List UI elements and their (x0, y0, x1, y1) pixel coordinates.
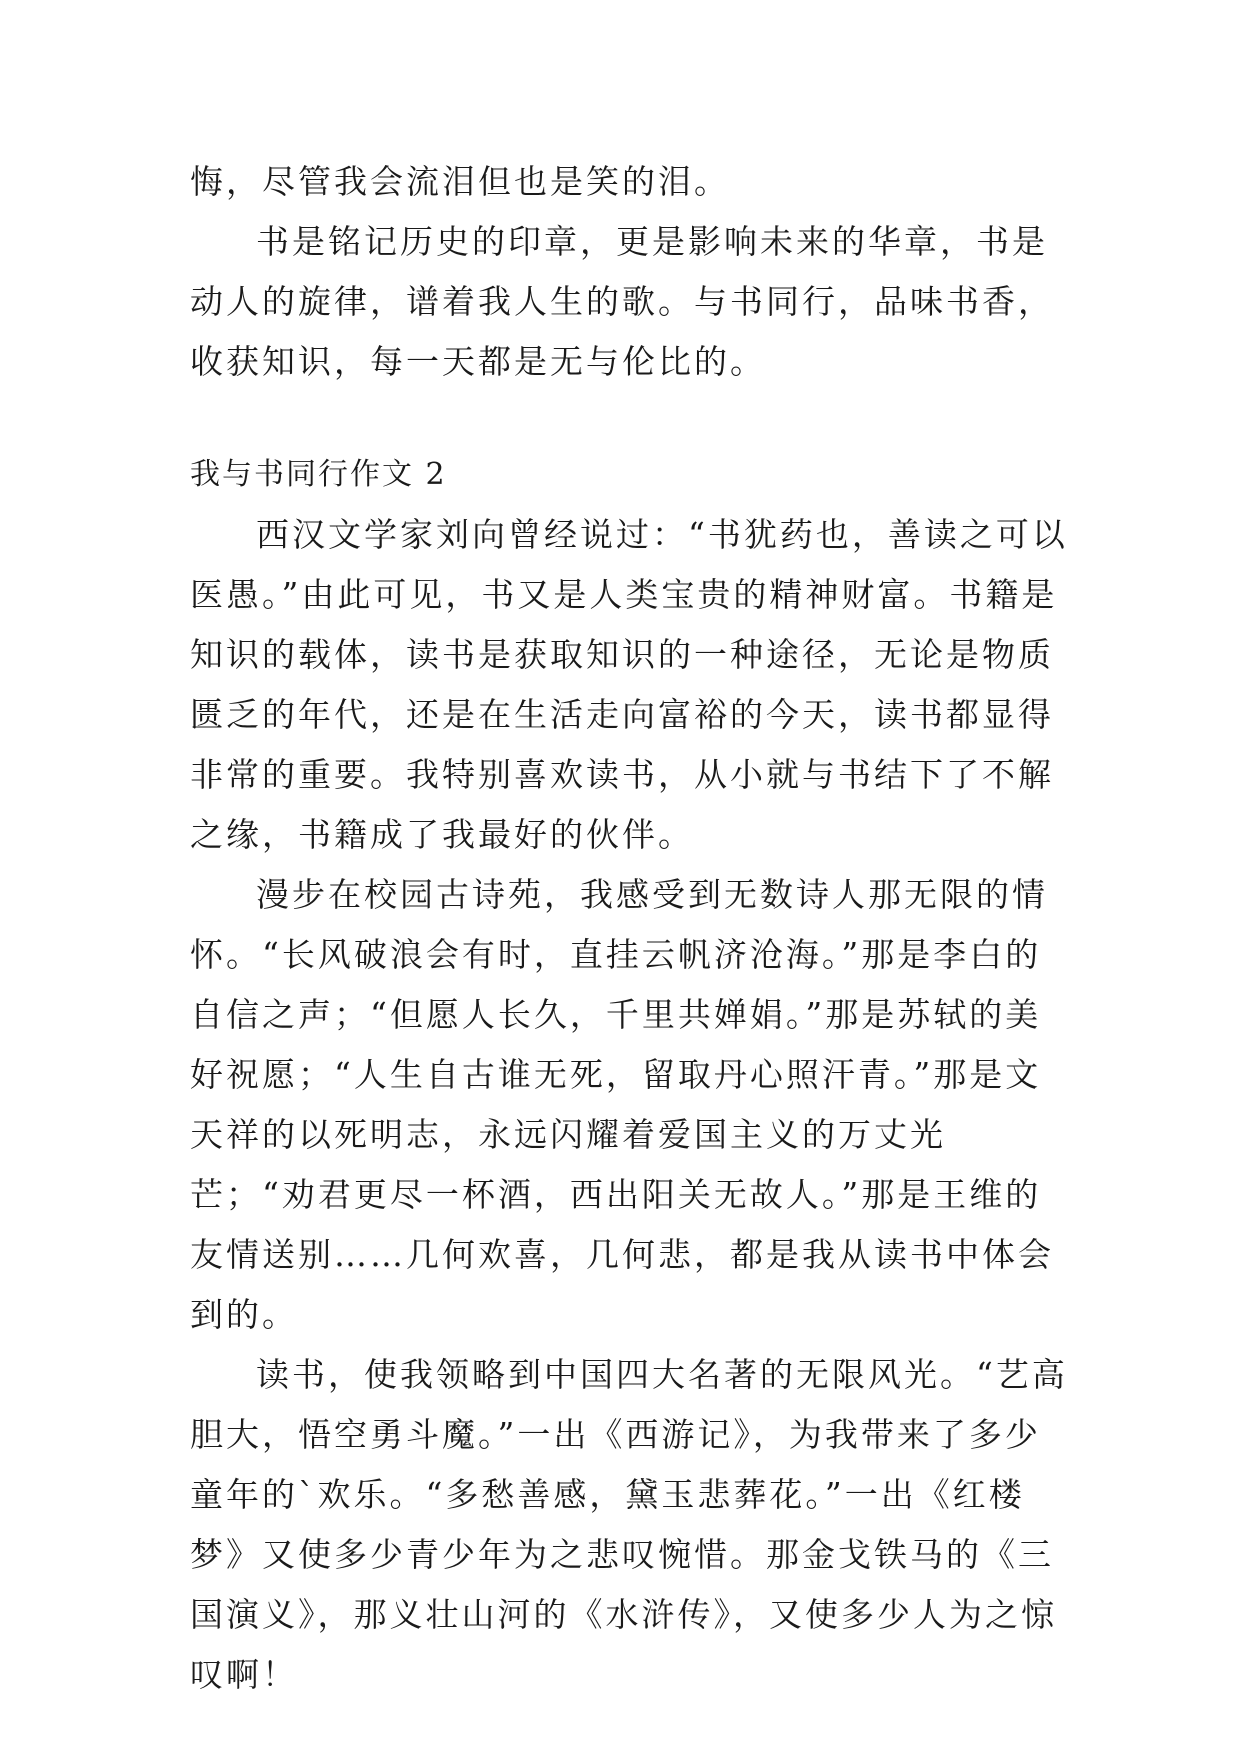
continuation-line: 悔，尽管我会流泪但也是笑的泪。 (190, 162, 730, 201)
paragraph-3: 漫步在校园古诗苑，我感受到无数诗人那无限的情怀。“长风破浪会有时，直挂云帆济沧海。”那是李白的自信之声；“但愿人长久，千里共婵娟。”那是苏轼的美好祝愿；“人生自古谁无死，留取丹心照汗青。”那是文天祥的以死明志，永远闪耀着爱国主义的万丈光芒；“劝君更尽一杯酒，西出阳关无故人。”那是王维的友情送别……几何欢喜，几何悲，都是我从读书中体会到的。 (190, 875, 1054, 1334)
paragraph-2: 西汉文学家刘向曾经说过：“书犹药也，善读之可以医愚。”由此可见，书又是人类宝贵的精神财富。书籍是知识的载体，读书是获取知识的一种途径，无论是物质匮乏的年代，还是在生活走向富裕的今天，读书都显得非常的重要。我特别喜欢读书，从小就与书结下了不解之缘，书籍成了我最好的伙伴。 (190, 515, 1068, 854)
essay-heading: 我与书同行作文 2 (190, 457, 447, 492)
paragraph-1: 书是铭记历史的印章，更是影响未来的华章，书是动人的旋律，谱着我人生的歌。与书同行，品味书香，收获知识，每一天都是无与伦比的。 (190, 222, 1054, 381)
top-section (190, 152, 1070, 392)
essay-2-section (190, 445, 1070, 1705)
paragraph-4: 读书，使我领略到中国四大名著的无限风光。“艺高胆大，悟空勇斗魔。”一出《西游记》，为我带来了多少童年的`欢乐。“多愁善感，黛玉悲葬花。”一出《红楼梦》又使多少青少年为之悲叹惋惜。那金戈铁马的《三国演义》，那义壮山河的《水浒传》，又使多少人为之惊叹啊！ (190, 1355, 1068, 1694)
